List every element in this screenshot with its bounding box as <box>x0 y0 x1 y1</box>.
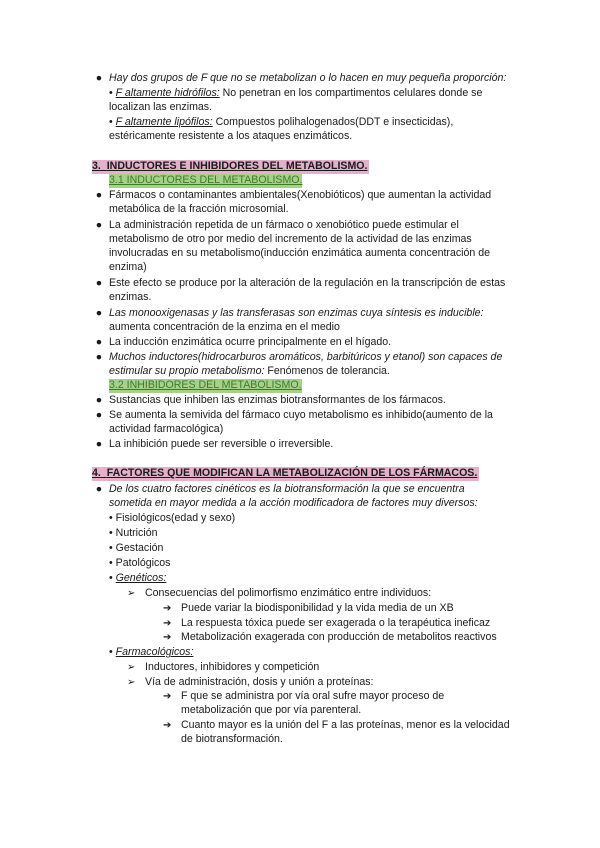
section-title: FACTORES QUE MODIFICAN LA METABOLIZACIÓN DE LOS FÁRMACOS. <box>106 467 478 479</box>
factor-item <box>109 542 163 556</box>
factor-item <box>109 527 157 541</box>
subsection-3-2: 3.2 INHIBIDORES DEL METABOLISMO. <box>109 379 302 391</box>
factor-item <box>109 557 170 571</box>
intro-text: Hay dos grupos de F que no se metabolizan o lo hacen en muy pequeña proporción: <box>109 72 507 84</box>
section-title: INDUCTORES E INHIBIDORES DEL METABOLISMO. <box>106 160 368 172</box>
paragraph-line: metabolismo de otro por medio del incremento de la actividad de las enzimas <box>109 233 472 245</box>
lipofilos-label: F altamente lipófilos: <box>115 116 213 128</box>
hidrofilos-text-2: localizan las enzimas. <box>109 101 213 113</box>
paragraph-line: sometida en mayor medida a la acción modificadora de factores muy diversos: <box>109 497 478 509</box>
factor-label: Farmacológicos: <box>115 646 194 658</box>
arrow-icon: ➔ <box>163 618 172 629</box>
bullet-icon: ● <box>95 409 103 421</box>
arrow-icon: ➔ <box>163 691 172 702</box>
hidrofilos-label: F altamente hidrófilos: <box>115 87 220 99</box>
factor-label: Nutrición <box>115 527 158 539</box>
arrow-icon: ➢ <box>127 677 136 688</box>
arrow-icon: ➔ <box>163 632 172 643</box>
section-3-heading <box>92 160 369 174</box>
paragraph-line: Se aumenta la semivida del fármaco cuyo metabolismo es inhibido(aumento de la <box>109 409 493 421</box>
section-number: 4. <box>92 467 101 479</box>
lipofilos-text-2: estéricamente resistente a los ataques enzimáticos. <box>109 130 353 142</box>
factor-item <box>109 512 235 526</box>
arrow-icon: ➢ <box>127 662 136 673</box>
bullet-icon: • <box>109 87 113 99</box>
paragraph-line: Sustancias que inhiben las enzimas biotransformantes de los fármacos. <box>109 394 446 406</box>
section-number: 3. <box>92 160 101 172</box>
section-4-heading <box>92 467 479 481</box>
paragraph-line: F que se administra por vía oral sufre mayor proceso de <box>181 690 445 702</box>
bullet-icon: • <box>109 572 113 584</box>
bullet-icon: • <box>109 527 113 539</box>
lipofilos-item <box>109 116 453 130</box>
bullet-icon: • <box>109 557 113 569</box>
plain-phrase: Fenómenos de tolerancia. <box>264 365 390 377</box>
paragraph-line: Este efecto se produce por la alteración de la regulación en la transcripción de estas <box>109 277 506 289</box>
bullet-icon: ● <box>95 307 103 319</box>
paragraph-line: de biotransformación. <box>181 733 283 745</box>
bullet-icon: ● <box>95 189 103 201</box>
bullet-icon: ● <box>95 72 103 84</box>
paragraph-line: metabólica de la fracción microsomial. <box>109 203 289 215</box>
factor-label: Fisiológicos(edad y sexo) <box>115 512 236 524</box>
factor-label: Patológicos <box>115 557 171 569</box>
paragraph-line <box>109 365 390 379</box>
arrow-icon: ➔ <box>163 720 172 731</box>
bullet-icon: ● <box>95 219 103 231</box>
factor-label: Gestación <box>115 542 164 554</box>
paragraph-line: La inhibición puede ser reversible o irreversible. <box>109 438 334 450</box>
bullet-icon: ● <box>95 483 103 495</box>
bullet-icon: ● <box>95 277 103 289</box>
paragraph-line: La inducción enzimática ocurre principalmente en el hígado. <box>109 336 392 348</box>
paragraph-line: La respuesta tóxica puede ser exagerada o la terapéutica ineficaz <box>181 617 491 629</box>
factor-label: Genéticos: <box>115 572 167 584</box>
paragraph-line: Cuanto mayor es la unión del F a las proteínas, menor es la velocidad <box>181 719 510 731</box>
paragraph-line: Las monooxigenasas y las transferasas son enzimas cuya síntesis es inducible: <box>109 307 484 319</box>
italic-phrase: estimular su propio metabolismo: <box>109 365 265 377</box>
paragraph-line: enzima) <box>109 261 147 273</box>
subsection-3-1: 3.1 INDUCTORES DEL METABOLISMO. <box>109 174 303 186</box>
paragraph-line: involucradas en su metabolismo(inducción enzimática aumenta concentración de <box>109 247 490 259</box>
lipofilos-text: Compuestos polihalogenados(DDT e insecticidas), <box>212 116 454 128</box>
bullet-icon: • <box>109 646 113 658</box>
paragraph-line: Metabolización exagerada con producción de metabolitos reactivos <box>181 631 497 643</box>
bullet-icon: • <box>109 116 113 128</box>
factor-item <box>109 646 193 660</box>
bullet-icon: • <box>109 512 113 524</box>
arrow-icon: ➢ <box>127 588 136 599</box>
bullet-icon: ● <box>95 351 103 363</box>
paragraph-line: metabolización que por vía parenteral. <box>181 704 362 716</box>
paragraph-line: aumenta concentración de la enzima en el medio <box>109 321 340 333</box>
paragraph-line: actividad farmacológica) <box>109 423 224 435</box>
paragraph-line: Puede variar la biodisponibilidad y la vida media de un XB <box>181 602 454 614</box>
bullet-icon: ● <box>95 394 103 406</box>
paragraph-line: Consecuencias del polimorfismo enzimático entre individuos: <box>145 587 432 599</box>
hidrofilos-item <box>109 87 482 101</box>
paragraph-line: La administración repetida de un fármaco o xenobiótico puede estimular el <box>109 219 459 231</box>
bullet-icon: ● <box>95 438 103 450</box>
bullet-icon: ● <box>95 336 103 348</box>
paragraph-line: De los cuatro factores cinéticos es la biotransformación la que se encuentra <box>109 483 465 495</box>
paragraph-line: Fármacos o contaminantes ambientales(Xenobióticos) que aumentan la actividad <box>109 189 492 201</box>
paragraph-line: Inductores, inhibidores y competición <box>145 661 320 673</box>
paragraph-line: Vía de administración, dosis y unión a proteínas: <box>145 676 374 688</box>
paragraph-line: enzimas. <box>109 291 152 303</box>
arrow-icon: ➔ <box>163 603 172 614</box>
hidrofilos-text: No penetran en los compartimentos celulares donde se <box>219 87 483 99</box>
factor-item <box>109 572 166 586</box>
bullet-icon: • <box>109 542 113 554</box>
paragraph-line: Muchos inductores(hidrocarburos aromáticos, barbitúricos y etanol) son capaces de <box>109 351 503 363</box>
